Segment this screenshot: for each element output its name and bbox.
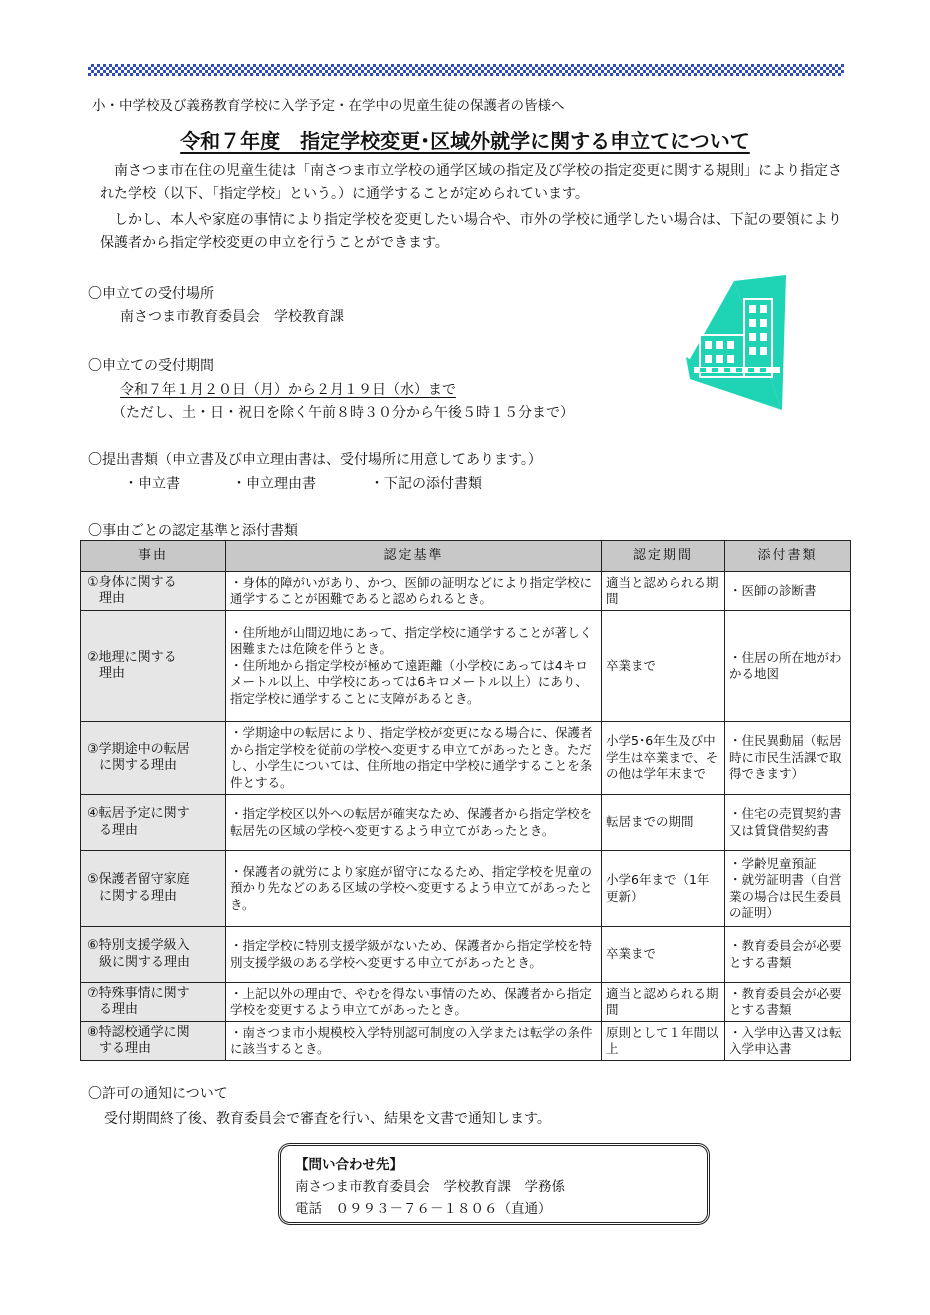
notice-text: 受付期間終了後、教育委員会で審査を行い、結果を文書で通知します。 — [104, 1111, 551, 1127]
row-docs: ・住宅の売買契約書又は賃貸借契約書 — [725, 795, 851, 851]
table-row — [81, 572, 851, 611]
table-row — [81, 1022, 851, 1061]
doc-item-3: ・下記の添付書類 — [370, 476, 482, 492]
table-row — [81, 851, 851, 927]
row-criteria: ・南さつま市小規模校入学特別認可制度の入学または転学の条件に該当するとき。 — [226, 1022, 602, 1061]
contact-title: 【問い合わせ先】 — [295, 1157, 403, 1173]
row-criteria: ・住所地が山間辺地にあって、指定学校に通学することが著しく困難または危険を伴うとき。 ・住所地から指定学校が極めて遠距離（小学校にあっては4キロメートル以上、中学校にあっては6キロメートル以上）にあり、指定学校に通学することに支障があるとき。 — [226, 611, 602, 722]
row-criteria: ・身体的障がいがあり、かつ、医師の証明などにより指定学校に通学することが困難であると認められるとき。 — [226, 572, 602, 611]
contact-phone: 電話 ０９９３－７６－１８０６（直通） — [295, 1201, 552, 1217]
header-docs: 添付書類 — [725, 541, 851, 572]
table-row — [81, 927, 851, 983]
place-value: 南さつま市教育委員会 学校教育課 — [120, 309, 344, 325]
header-reason: 事由 — [81, 541, 226, 572]
row-reason: ⑥特別支援学級入 級に関する理由 — [81, 927, 226, 983]
row-reason: ④転居予定に関す る理由 — [81, 795, 226, 851]
notice-heading: 〇許可の通知について — [88, 1086, 228, 1102]
row-docs: ・学齢児童預証 ・就労証明書（自営業の場合は民生委員の証明） — [725, 851, 851, 927]
intro-paragraph-1: 南さつま市在住の児童生徒は「南さつま市立学校の通学区域の指定及び学校の指定変更に関する規則」により指定された学校（以下、「指定学校」という。）に通学することが定められています。 — [100, 163, 842, 202]
row-criteria: ・保護者の就労により家庭が留守になるため、指定学校を児童の預かり先などのある区域の学校へ変更するよう申立てがあったとき。 — [226, 851, 602, 927]
table-row — [81, 722, 851, 795]
docs-heading: 〇提出書類（申立書及び申立理由書は、受付場所に用意してあります。） — [88, 452, 542, 468]
header-criteria: 認定基準 — [226, 541, 602, 572]
row-docs: ・住民異動届（転居時に市民生活課で取得できます） — [725, 722, 851, 795]
header-period: 認定期間 — [602, 541, 725, 572]
row-docs: ・教育委員会が必要とする書類 — [725, 983, 851, 1022]
row-docs: ・入学申込書又は転入学申込書 — [725, 1022, 851, 1061]
row-criteria: ・学期途中の転居により、指定学校が変更になる場合に、保護者から指定学校を従前の学校へ変更する申立てがあったとき。ただし、小学生については、住所地の指定中学校に通学することを条件とする。 — [226, 722, 602, 795]
period-value: 令和７年１月２０日（月）から２月１９日（水）まで — [120, 382, 456, 398]
row-period: 小学5･6年生及び中学生は卒業まで、その他は学年末まで — [602, 722, 725, 795]
contact-org: 南さつま市教育委員会 学校教育課 学務係 — [295, 1179, 565, 1195]
row-period: 卒業まで — [602, 927, 725, 983]
table-heading: 〇事由ごとの認定基準と添付書類 — [88, 523, 298, 539]
row-period: 卒業まで — [602, 611, 725, 722]
row-period: 転居までの期間 — [602, 795, 725, 851]
row-criteria: ・指定学校に特別支援学級がないため、保護者から指定学校を特別支援学級のある学校へ変更する申立てがあったとき。 — [226, 927, 602, 983]
row-reason: ②地理に関する 理由 — [81, 611, 226, 722]
contact-box — [278, 1143, 710, 1225]
row-period: 適当と認められる期間 — [602, 983, 725, 1022]
school-building-illustration — [686, 275, 808, 410]
row-period: 原則として１年間以上 — [602, 1022, 725, 1061]
row-docs: ・教育委員会が必要とする書類 — [725, 927, 851, 983]
doc-item-2: ・申立理由書 — [232, 476, 316, 492]
place-heading: 〇申立ての受付場所 — [88, 286, 214, 302]
table-row — [81, 611, 851, 722]
row-reason: ③学期途中の転居 に関する理由 — [81, 722, 226, 795]
top-checker-border — [88, 64, 844, 76]
page-title: 令和７年度 指定学校変更･区域外就学に関する申立てについて — [180, 129, 750, 153]
row-period: 適当と認められる期間 — [602, 572, 725, 611]
row-criteria: ・上記以外の理由で、やむを得ない事情のため、保護者から指定学校を変更するよう申立てがあったとき。 — [226, 983, 602, 1022]
criteria-table — [80, 540, 851, 1061]
period-note: （ただし、土・日・祝日を除く午前８時３０分から午後５時１５分まで） — [112, 405, 574, 421]
row-reason: ①身体に関する 理由 — [81, 572, 226, 611]
table-row — [81, 983, 851, 1022]
row-reason: ⑦特殊事情に関す る理由 — [81, 983, 226, 1022]
intro-text: 小・中学校及び義務教育学校に入学予定・在学中の児童生徒の保護者の皆様へ — [92, 98, 565, 114]
intro-paragraph-2: しかし、本人や家庭の事情により指定学校を変更したい場合や、市外の学校に通学したい場合は、下記の要領により保護者から指定学校変更の申立を行うことができます。 — [100, 212, 842, 251]
table-header-row — [81, 541, 851, 572]
row-period: 小学6年まで（1年更新） — [602, 851, 725, 927]
row-docs: ・医師の診断書 — [725, 572, 851, 611]
doc-item-1: ・申立書 — [124, 476, 180, 492]
row-reason: ⑧特認校通学に関 する理由 — [81, 1022, 226, 1061]
row-reason: ⑤保護者留守家庭 に関する理由 — [81, 851, 226, 927]
period-heading: 〇申立ての受付期間 — [88, 358, 214, 374]
row-docs: ・住居の所在地がわかる地図 — [725, 611, 851, 722]
table-row — [81, 795, 851, 851]
row-criteria: ・指定学校区以外への転居が確実なため、保護者から指定学校を転居先の区域の学校へ変更するよう申立てがあったとき。 — [226, 795, 602, 851]
